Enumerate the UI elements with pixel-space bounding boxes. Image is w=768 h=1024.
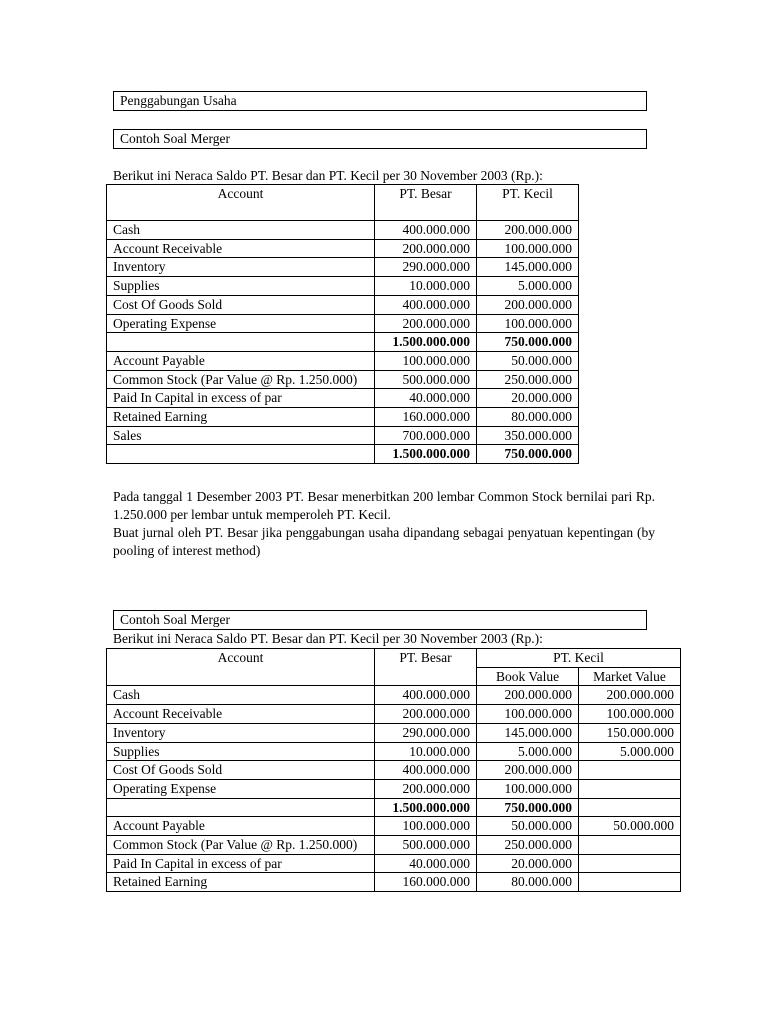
header-pt-kecil: PT. Kecil	[477, 649, 681, 668]
document-heading-box	[113, 91, 647, 111]
kecil-value-cell: 100.000.000	[477, 314, 579, 333]
kecil-value-cell: 250.000.000	[477, 370, 579, 389]
market-value-cell	[579, 873, 681, 892]
header-pt-kecil: PT. Kecil	[477, 185, 579, 221]
besar-value-cell: 400.000.000	[375, 295, 477, 314]
header-account: Account	[107, 649, 375, 686]
kecil-value-cell: 750.000.000	[477, 445, 579, 464]
account-cell: Cash	[107, 686, 375, 705]
book-value-cell: 100.000.000	[477, 779, 579, 798]
instruction-paragraph	[113, 488, 655, 560]
kecil-value-cell: 350.000.000	[477, 426, 579, 445]
market-header-row-1	[107, 649, 681, 668]
table-row	[107, 854, 681, 873]
market-value-cell	[579, 854, 681, 873]
account-cell: Supplies	[107, 742, 375, 761]
besar-value-cell: 200.000.000	[375, 314, 477, 333]
besar-value-cell: 400.000.000	[375, 761, 477, 780]
account-cell: Account Receivable	[107, 239, 375, 258]
kecil-value-cell: 80.000.000	[477, 408, 579, 427]
table-row	[107, 779, 681, 798]
kecil-value-cell: 100.000.000	[477, 239, 579, 258]
besar-value-cell: 1.500.000.000	[375, 798, 477, 817]
kecil-value-cell: 20.000.000	[477, 389, 579, 408]
document-heading: Penggabungan Usaha	[120, 93, 237, 108]
table-row	[107, 742, 681, 761]
kecil-value-cell: 200.000.000	[477, 221, 579, 240]
account-cell: Common Stock (Par Value @ Rp. 1.250.000)	[107, 836, 375, 855]
book-value-cell: 250.000.000	[477, 836, 579, 855]
header-pt-besar: PT. Besar	[375, 649, 477, 686]
table-row	[107, 836, 681, 855]
book-value-cell: 100.000.000	[477, 705, 579, 724]
total-row	[107, 333, 579, 352]
besar-value-cell: 500.000.000	[375, 370, 477, 389]
kecil-value-cell: 5.000.000	[477, 277, 579, 296]
account-cell: Paid In Capital in excess of par	[107, 854, 375, 873]
header-book-value: Book Value	[477, 667, 579, 686]
besar-value-cell: 290.000.000	[375, 258, 477, 277]
trial-balance-market-table	[106, 648, 681, 892]
header-account: Account	[107, 185, 375, 221]
market-value-cell: 100.000.000	[579, 705, 681, 724]
besar-value-cell: 400.000.000	[375, 221, 477, 240]
table-row	[107, 873, 681, 892]
section2-title-box	[113, 610, 647, 630]
besar-value-cell: 700.000.000	[375, 426, 477, 445]
table-row	[107, 408, 579, 427]
instruction-text-1: Pada tanggal 1 Desember 2003 PT. Besar menerbitkan 200 lembar Common Stock bernilai pari Rp. 1.250.000 per lembar untuk memperoleh PT. Kecil.	[113, 489, 655, 522]
account-cell: Common Stock (Par Value @ Rp. 1.250.000)	[107, 370, 375, 389]
account-cell: Inventory	[107, 258, 375, 277]
book-value-cell: 80.000.000	[477, 873, 579, 892]
account-cell: Inventory	[107, 723, 375, 742]
market-value-cell	[579, 779, 681, 798]
book-value-cell: 145.000.000	[477, 723, 579, 742]
instruction-text-2: Buat jurnal oleh PT. Besar jika penggabungan usaha dipandang sebagai penyatuan kepentingan (by pooling of interest method)	[113, 525, 655, 558]
account-cell: Operating Expense	[107, 779, 375, 798]
section2-title: Contoh Soal Merger	[120, 612, 230, 627]
account-cell: Account Payable	[107, 351, 375, 370]
book-value-cell: 20.000.000	[477, 854, 579, 873]
besar-value-cell: 500.000.000	[375, 836, 477, 855]
table-row	[107, 277, 579, 296]
book-value-cell: 200.000.000	[477, 686, 579, 705]
table-row	[107, 426, 579, 445]
total-row	[107, 798, 681, 817]
market-value-cell: 200.000.000	[579, 686, 681, 705]
book-value-cell: 750.000.000	[477, 798, 579, 817]
market-value-cell: 5.000.000	[579, 742, 681, 761]
table-row	[107, 723, 681, 742]
book-value-cell: 5.000.000	[477, 742, 579, 761]
table-row	[107, 761, 681, 780]
table-row	[107, 258, 579, 277]
account-cell	[107, 798, 375, 817]
trial-balance-table	[106, 184, 579, 464]
table-row	[107, 389, 579, 408]
table-row	[107, 686, 681, 705]
account-cell: Retained Earning	[107, 873, 375, 892]
besar-value-cell: 40.000.000	[375, 389, 477, 408]
account-cell: Operating Expense	[107, 314, 375, 333]
total-row	[107, 445, 579, 464]
table-row	[107, 351, 579, 370]
header-market-value: Market Value	[579, 667, 681, 686]
account-cell: Account Payable	[107, 817, 375, 836]
header-pt-besar: PT. Besar	[375, 185, 477, 221]
account-cell: Sales	[107, 426, 375, 445]
account-cell: Paid In Capital in excess of par	[107, 389, 375, 408]
table-row	[107, 239, 579, 258]
book-value-cell: 50.000.000	[477, 817, 579, 836]
account-cell: Cash	[107, 221, 375, 240]
table-row	[107, 817, 681, 836]
account-cell	[107, 445, 375, 464]
trial-balance-header-row	[107, 185, 579, 221]
besar-value-cell: 1.500.000.000	[375, 333, 477, 352]
market-value-cell: 50.000.000	[579, 817, 681, 836]
besar-value-cell: 200.000.000	[375, 705, 477, 724]
market-value-cell	[579, 798, 681, 817]
account-cell: Retained Earning	[107, 408, 375, 427]
besar-value-cell: 10.000.000	[375, 277, 477, 296]
table-row	[107, 221, 579, 240]
market-value-cell	[579, 836, 681, 855]
account-cell: Account Receivable	[107, 705, 375, 724]
section1-title: Contoh Soal Merger	[120, 131, 230, 146]
besar-value-cell: 160.000.000	[375, 873, 477, 892]
besar-value-cell: 400.000.000	[375, 686, 477, 705]
section2-caption: Berikut ini Neraca Saldo PT. Besar dan PT. Kecil per 30 November 2003 (Rp.):	[113, 631, 543, 646]
market-value-cell: 150.000.000	[579, 723, 681, 742]
besar-value-cell: 100.000.000	[375, 817, 477, 836]
account-cell	[107, 333, 375, 352]
besar-value-cell: 290.000.000	[375, 723, 477, 742]
section1-title-box	[113, 129, 647, 149]
besar-value-cell: 100.000.000	[375, 351, 477, 370]
besar-value-cell: 160.000.000	[375, 408, 477, 427]
besar-value-cell: 200.000.000	[375, 779, 477, 798]
table-row	[107, 295, 579, 314]
besar-value-cell: 200.000.000	[375, 239, 477, 258]
account-cell: Cost Of Goods Sold	[107, 761, 375, 780]
section1-caption: Berikut ini Neraca Saldo PT. Besar dan PT. Kecil per 30 November 2003 (Rp.):	[113, 168, 543, 183]
besar-value-cell: 1.500.000.000	[375, 445, 477, 464]
account-cell: Cost Of Goods Sold	[107, 295, 375, 314]
besar-value-cell: 40.000.000	[375, 854, 477, 873]
book-value-cell: 200.000.000	[477, 761, 579, 780]
kecil-value-cell: 200.000.000	[477, 295, 579, 314]
table-row	[107, 705, 681, 724]
kecil-value-cell: 145.000.000	[477, 258, 579, 277]
besar-value-cell: 10.000.000	[375, 742, 477, 761]
kecil-value-cell: 50.000.000	[477, 351, 579, 370]
table-row	[107, 314, 579, 333]
table-row	[107, 370, 579, 389]
kecil-value-cell: 750.000.000	[477, 333, 579, 352]
market-value-cell	[579, 761, 681, 780]
account-cell: Supplies	[107, 277, 375, 296]
